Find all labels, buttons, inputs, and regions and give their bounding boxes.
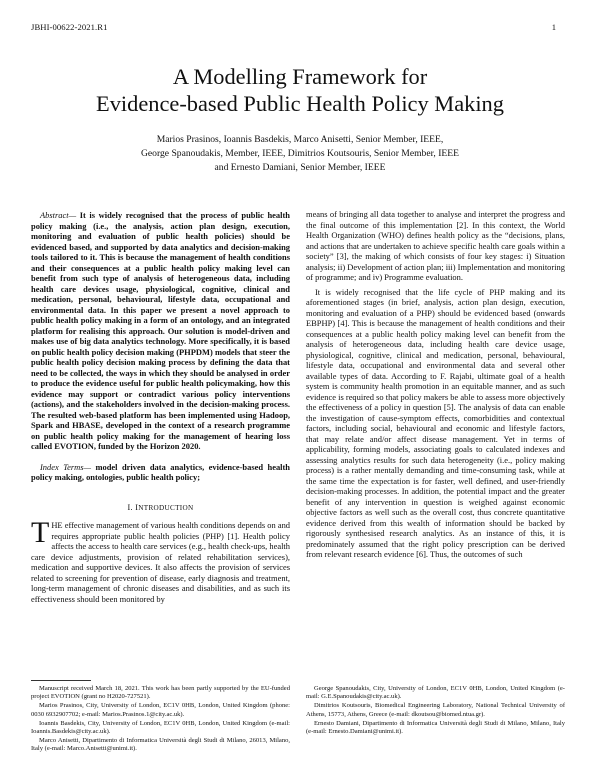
footnote: Marco Anisetti, Dipartimento di Informatica Università degli Studi di Milano, 26013, Milano, Italy (e-mail: Marco.Anisetti@unimi.it). <box>31 736 290 753</box>
intro-text: effective management of various health conditions depends on and requires appropriate public health policies (PHP) [1]. Health policy affects the access to health care services (e.g., health check-ups, health care device adjustments, provision of related rehabilitation services), medication and supportive devices. It also affects the provision of services related to screening for prevention of disease, early diagnosis and treatment, long-term management of chronic diseases and disabilities, and as such its effectiveness should been monitored by <box>31 520 291 604</box>
author-list <box>0 133 600 175</box>
section-heading <box>31 503 290 514</box>
footnotes-left <box>31 685 290 754</box>
title-line-1: A Modelling Framework for <box>172 64 428 89</box>
index-terms-text: model driven data analytics, evidence-based health policy making, ontologies, public health policy; <box>31 461 291 482</box>
body-paragraph: means of bringing all data together to analyse and interpret the progress and the final outcome of this implementation [2]. In this context, the World Health Organization (WHO) defines health policy as the “decisions, plans, and actions that are undertaken to achieve specific health care goals within a society” [3], the making of which consists of four key stages: i) Situation analysis; ii) Development of action plan; iii) Implementation and monitoring of programme; and iv) Programme evaluation. <box>306 209 565 282</box>
footnote: George Spanoudakis, City, University of London, EC1V 0HB, London, United Kingdom (e-mail: G.E.Spanoudakis@city.ac.uk). <box>306 685 565 701</box>
section-title-rest: NTRODUCTION <box>138 503 194 512</box>
title-line-2: Evidence-based Public Health Policy Making <box>96 91 504 116</box>
index-terms: Index Terms— model driven data analytics, evidence-based health policy making, ontologies, public health policy; <box>31 461 291 482</box>
abstract-label: Abstract <box>40 210 69 220</box>
running-header-id: JBHI-00622-2021.R1 <box>31 22 108 32</box>
footnote: Marios Prasinos, City, University of London, EC1V 0HB, London, United Kingdom (phone: 0030 6932907702; e-mail: Marios.Prasinos.1@city.ac.uk). <box>31 702 290 718</box>
authors-line-3: and Ernesto Damiani, Senior Member, IEEE <box>214 162 386 173</box>
section-initial: I <box>135 502 139 512</box>
footnote: Dimitrios Koutsouris, Biomedical Engineering Laboratory, National Technical University of Athens, 15773, Athens, Greece (e-mail: dkoutsou@biomed.ntua.gr). <box>306 702 565 718</box>
body-paragraph: It is widely recognised that the life cycle of PHP making and its aforementioned stages (in brief, analysis, action plan design, execution, monitoring and evaluation of a PHP) should be evidenced based (onwards EBPHP) [4]. This is because the management of health conditions and their consequences at a public health policy making level can benefit from the analysis of heterogeneous data, including health care device usage, physiological, cognitive, clinical and medication, personal, behavioural, lifestyle data, occupational and environmental data and several other available types of data. According to F. Rajabi, ultimate goal of a health system is community health promotion in an equitable manner, and as such evidence is required so that policy makers be able to assess more objectively the effectiveness of a policy in question [5]. The analysis of data can enable the investigation of cause-symptom effects, comorbidities and contextual factors, including social, behavioural and economic and lifestyle factors, that may relate and/or affect disease management. Yet in terms of applicability, forming models, associating goals to calculated indexes and assessing analytics results for such data heterogeneity (i.e., policy making process) is a rather mentally demanding and time-consuming task, while at the same time the expectation is for faster, well defined, and user-friendly decision-making processes. In addition, the potential impact and the greater benefit of any intervention in question is weighed against economic objective factors as well such as the overall cost, thus concrete quantitative evidence derived from this wealth of information should be backed by rigorously synthesised research analytics. As an instance of this, it is predominately assumed that the right policy prescription can be derived from relevant research evidence [6]. Thus, the outcomes of such <box>306 286 565 559</box>
authors-line-2: George Spanoudakis, Member, IEEE, Dimitrios Koutsouris, Senior Member, IEEE <box>141 148 459 159</box>
footnote-rule <box>31 680 91 681</box>
index-terms-label: Index Terms <box>40 461 84 472</box>
footnotes-right <box>306 685 565 737</box>
right-column <box>306 209 565 560</box>
intro-lead: HE <box>51 520 63 530</box>
left-column <box>31 210 290 604</box>
page-number: 1 <box>551 22 556 32</box>
footnote: Ernesto Damiani, Dipartimento di Informatica Università degli Studi di Milano, Milano, Italy (e-mail: Ernesto.Damiani@unimi.it). <box>306 719 565 736</box>
authors-line-1: Marios Prasinos, Ioannis Basdekis, Marco Anisetti, Senior Member, IEEE, <box>156 134 444 145</box>
abstract: Abstract— It is widely recognised that the process of public health policy making (i.e., the analysis, action plan design, execution, monitoring and evaluation of public health policies) should be evidenced based, and supported by data analytics and decision-making tools tailored to it. This is because the management of health conditions and their consequences at a public health policy making level can benefit from such type of analysis of heterogeneous data, including health care devices usage, physiological, cognitive, clinical and medication, personal, behavioural, lifestyle data, occupational and environmental data. In this paper we present a novel approach to public health policy making in a form of an ontology, and an integrated platform for realising this approach. Our solution is model-driven and makes use of big data analytics technology. More specifically, it is based on public health policy decision making (PHPDM) models that steer the public health policy decision making process by defining the data that need to be collected, the ways in which they should be analysed in order to produce the evidence useful for public health policymaking, how this evidence may support or contradict various policy interventions (actions), and the stakeholders involved in the decision-making process. The resulted web-based platform has been implemented using Hadoop, Spark and HBASE, developed in the context of a research programme on public health policy making for the management of hearing loss called EVOTION, funded by the Horizon 2020. <box>31 210 290 451</box>
intro-paragraph <box>31 516 291 604</box>
footnote: Manuscript received March 18, 2021. This work has been partly supported by the EU-funded project EVOTION (grant no H2020-727521). <box>31 685 290 701</box>
footnote: Ioannis Basdekis, City, University of London, EC1V 0HB, London, United Kingdom (e-mail: Ioannis.Basdekis@city.ac.uk). <box>31 719 290 736</box>
drop-cap: T <box>31 516 50 549</box>
section-number: I. <box>127 502 133 512</box>
paper-title <box>0 63 600 117</box>
abstract-text: It is widely recognised that the process of public health policy making (i.e., the analysis, action plan design, execution, monitoring and evaluation of public health policies) should be evidenced based, and supported by data analytics and decision-making tools tailored to it. This is because the management of health conditions and their consequences at a public health policy making level can benefit from such type of analysis of heterogeneous data, including health care devices usage, physiological, cognitive, clinical and medication, personal, behavioural, lifestyle data, occupational and environmental data. In this paper we present a novel approach to public health policy making in a form of an ontology, and an integrated platform for realising this approach. Our solution is model-driven and makes use of big data analytics technology. More specifically, it is based on public health policy decision making (PHPDM) models that steer the public health policy decision making process by defining the data that need to be collected, the ways in which they should be analysed in order to produce the evidence useful for public health policymaking, how this evidence may support or contradict various policy interventions (actions), and the stakeholders involved in the decision-making process. The resulted web-based platform has been implemented using Hadoop, Spark and HBASE, developed in the context of a research programme on public health policy making for the management of hearing loss called EVOTION, funded by the Horizon 2020. <box>31 210 290 451</box>
